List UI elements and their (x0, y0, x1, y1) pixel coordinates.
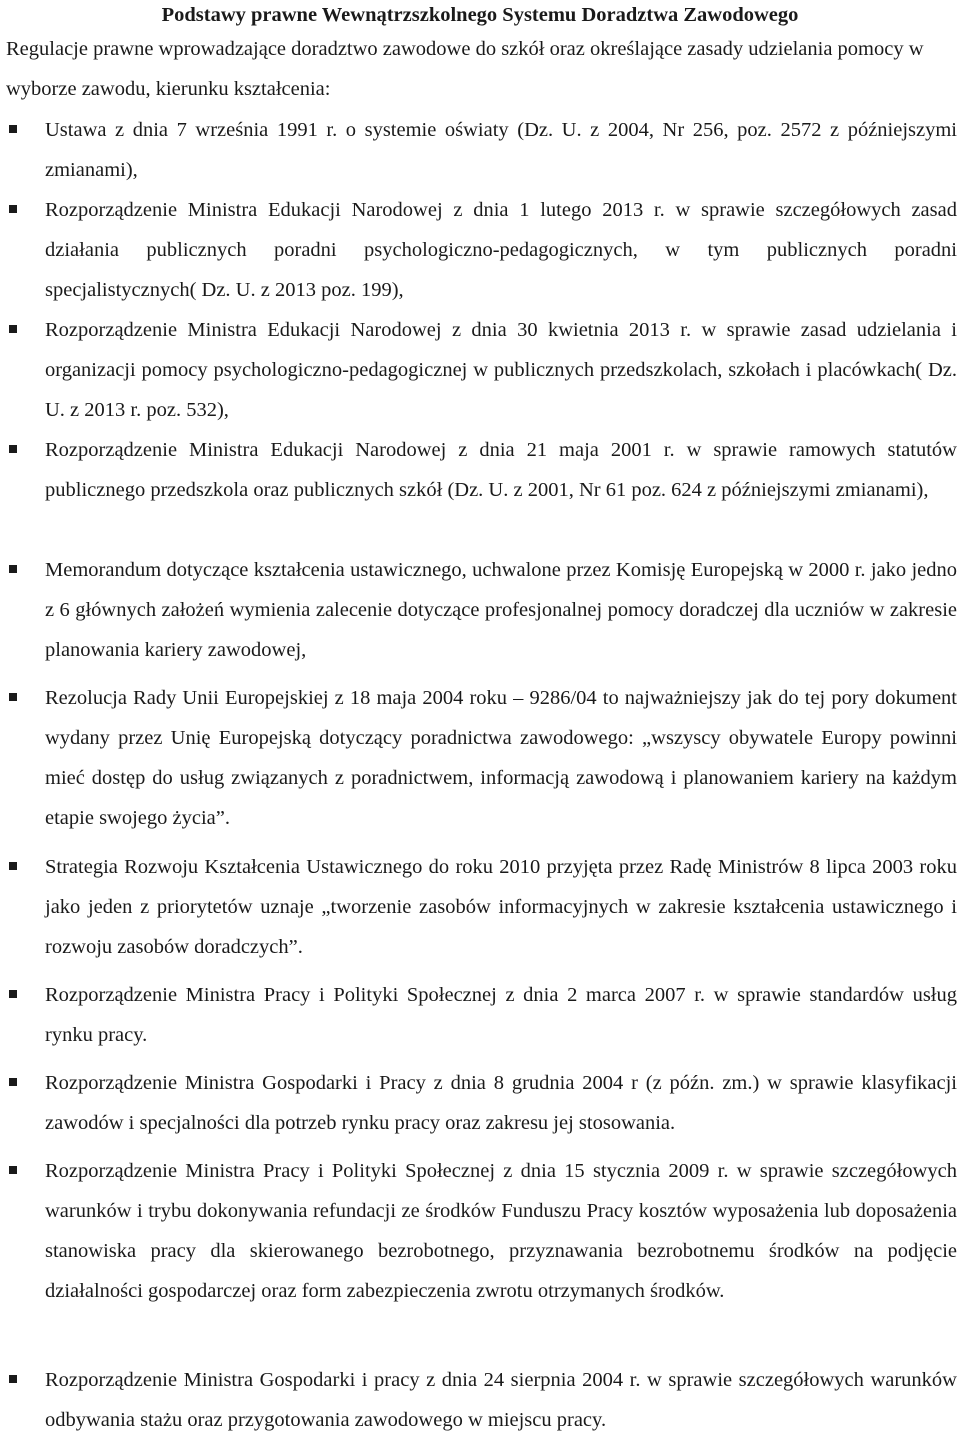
square-bullet-icon (9, 125, 17, 133)
list-item-text: Rezolucja Rady Unii Europejskiej z 18 maja 2004 roku – 9286/04 to najważniejszy jak do tej pory dokument wydany przez Unię Europejską dotyczący poradnictwa zawodowego: „wszyscy obywatele Europy powinni mieć dostęp do usług związanych z poradnictwem, informacją zawodową i planowaniem kariery na każdym etapie swojego życia”. (45, 687, 957, 829)
list-item-text: Rozporządzenie Ministra Gospodarki i Pracy z dnia 8 grudnia 2004 r (z późn. zm.) w sprawie klasyfikacji zawodów i specjalności dla potrzeb rynku pracy oraz zakresu jej stosowania. (45, 1072, 957, 1134)
square-bullet-icon (9, 990, 17, 998)
list-item-text: Rozporządzenie Ministra Edukacji Narodowej z dnia 21 maja 2001 r. w sprawie ramowych statutów publicznego przedszkola oraz publicznych szkół (Dz. U. z 2001, Nr 61 poz. 624 z późniejszymi zmianami), (45, 439, 957, 501)
list-item-text: Memorandum dotyczące kształcenia ustawicznego, uchwalone przez Komisję Europejską w 2000 r. jako jedno z 6 głównych założeń wymienia zalecenie dotyczące profesjonalnej pomocy doradczej dla uczniów w zakresie planowania kariery zawodowej, (45, 559, 957, 661)
square-bullet-icon (9, 565, 17, 573)
list-item-text: Rozporządzenie Ministra Edukacji Narodowej z dnia 1 lutego 2013 r. w sprawie szczegółowych zasad działania publicznych poradni psychologiczno-pedagogicznych, w tym publicznych poradni specjalistycznych( Dz. U. z 2013 poz. 199), (45, 199, 957, 301)
list-item-text: Rozporządzenie Ministra Gospodarki i pracy z dnia 24 sierpnia 2004 r. w sprawie szczegółowych warunków odbywania stażu oraz przygotowania zawodowego w miejscu pracy. (45, 1369, 957, 1431)
square-bullet-icon (9, 1078, 17, 1086)
square-bullet-icon (9, 1375, 17, 1383)
document-title: Podstawy prawne Wewnątrzszkolnego Systemu Doradztwa Zawodowego (161, 4, 799, 26)
square-bullet-icon (9, 693, 17, 701)
list-item-text: Rozporządzenie Ministra Pracy i Polityki Społecznej z dnia 2 marca 2007 r. w sprawie standardów usług rynku pracy. (45, 984, 957, 1046)
square-bullet-icon (9, 325, 17, 333)
list-item-text: Rozporządzenie Ministra Edukacji Narodowej z dnia 30 kwietnia 2013 r. w sprawie zasad udzielania i organizacji pomocy psychologiczno-pedagogicznej w publicznych przedszkolach, szkołach i placówkach( Dz. U. z 2013 r. poz. 532), (45, 319, 957, 421)
square-bullet-icon (9, 1166, 17, 1174)
square-bullet-icon (9, 445, 17, 453)
list-item-text: Ustawa z dnia 7 września 1991 r. o systemie oświaty (Dz. U. z 2004, Nr 256, poz. 2572 z późniejszymi zmianami), (45, 119, 957, 181)
list-item-text: Rozporządzenie Ministra Pracy i Polityki Społecznej z dnia 15 stycznia 2009 r. w sprawie szczegółowych warunków i trybu dokonywania refundacji ze środków Funduszu Pracy kosztów wyposażenia lub doposażenia stanowiska pracy dla skierowanego bezrobotnego, przyznawania bezrobotnemu środków na podjęcie działalności gospodarczej oraz form zabezpieczenia zwrotu otrzymanych środków. (45, 1160, 957, 1302)
square-bullet-icon (9, 862, 17, 870)
intro-paragraph: Regulacje prawne wprowadzające doradztwo zawodowe do szkół oraz określające zasady udzielania pomocy w wyborze zawodu, kierunku kształcenia: (6, 38, 924, 100)
square-bullet-icon (9, 205, 17, 213)
list-item-text: Strategia Rozwoju Kształcenia Ustawicznego do roku 2010 przyjęta przez Radę Ministrów 8 lipca 2003 roku jako jeden z priorytetów uznaje „tworzenie zasobów informacyjnych w zakresie kształcenia ustawicznego i rozwoju zasobów doradczych”. (45, 856, 957, 958)
